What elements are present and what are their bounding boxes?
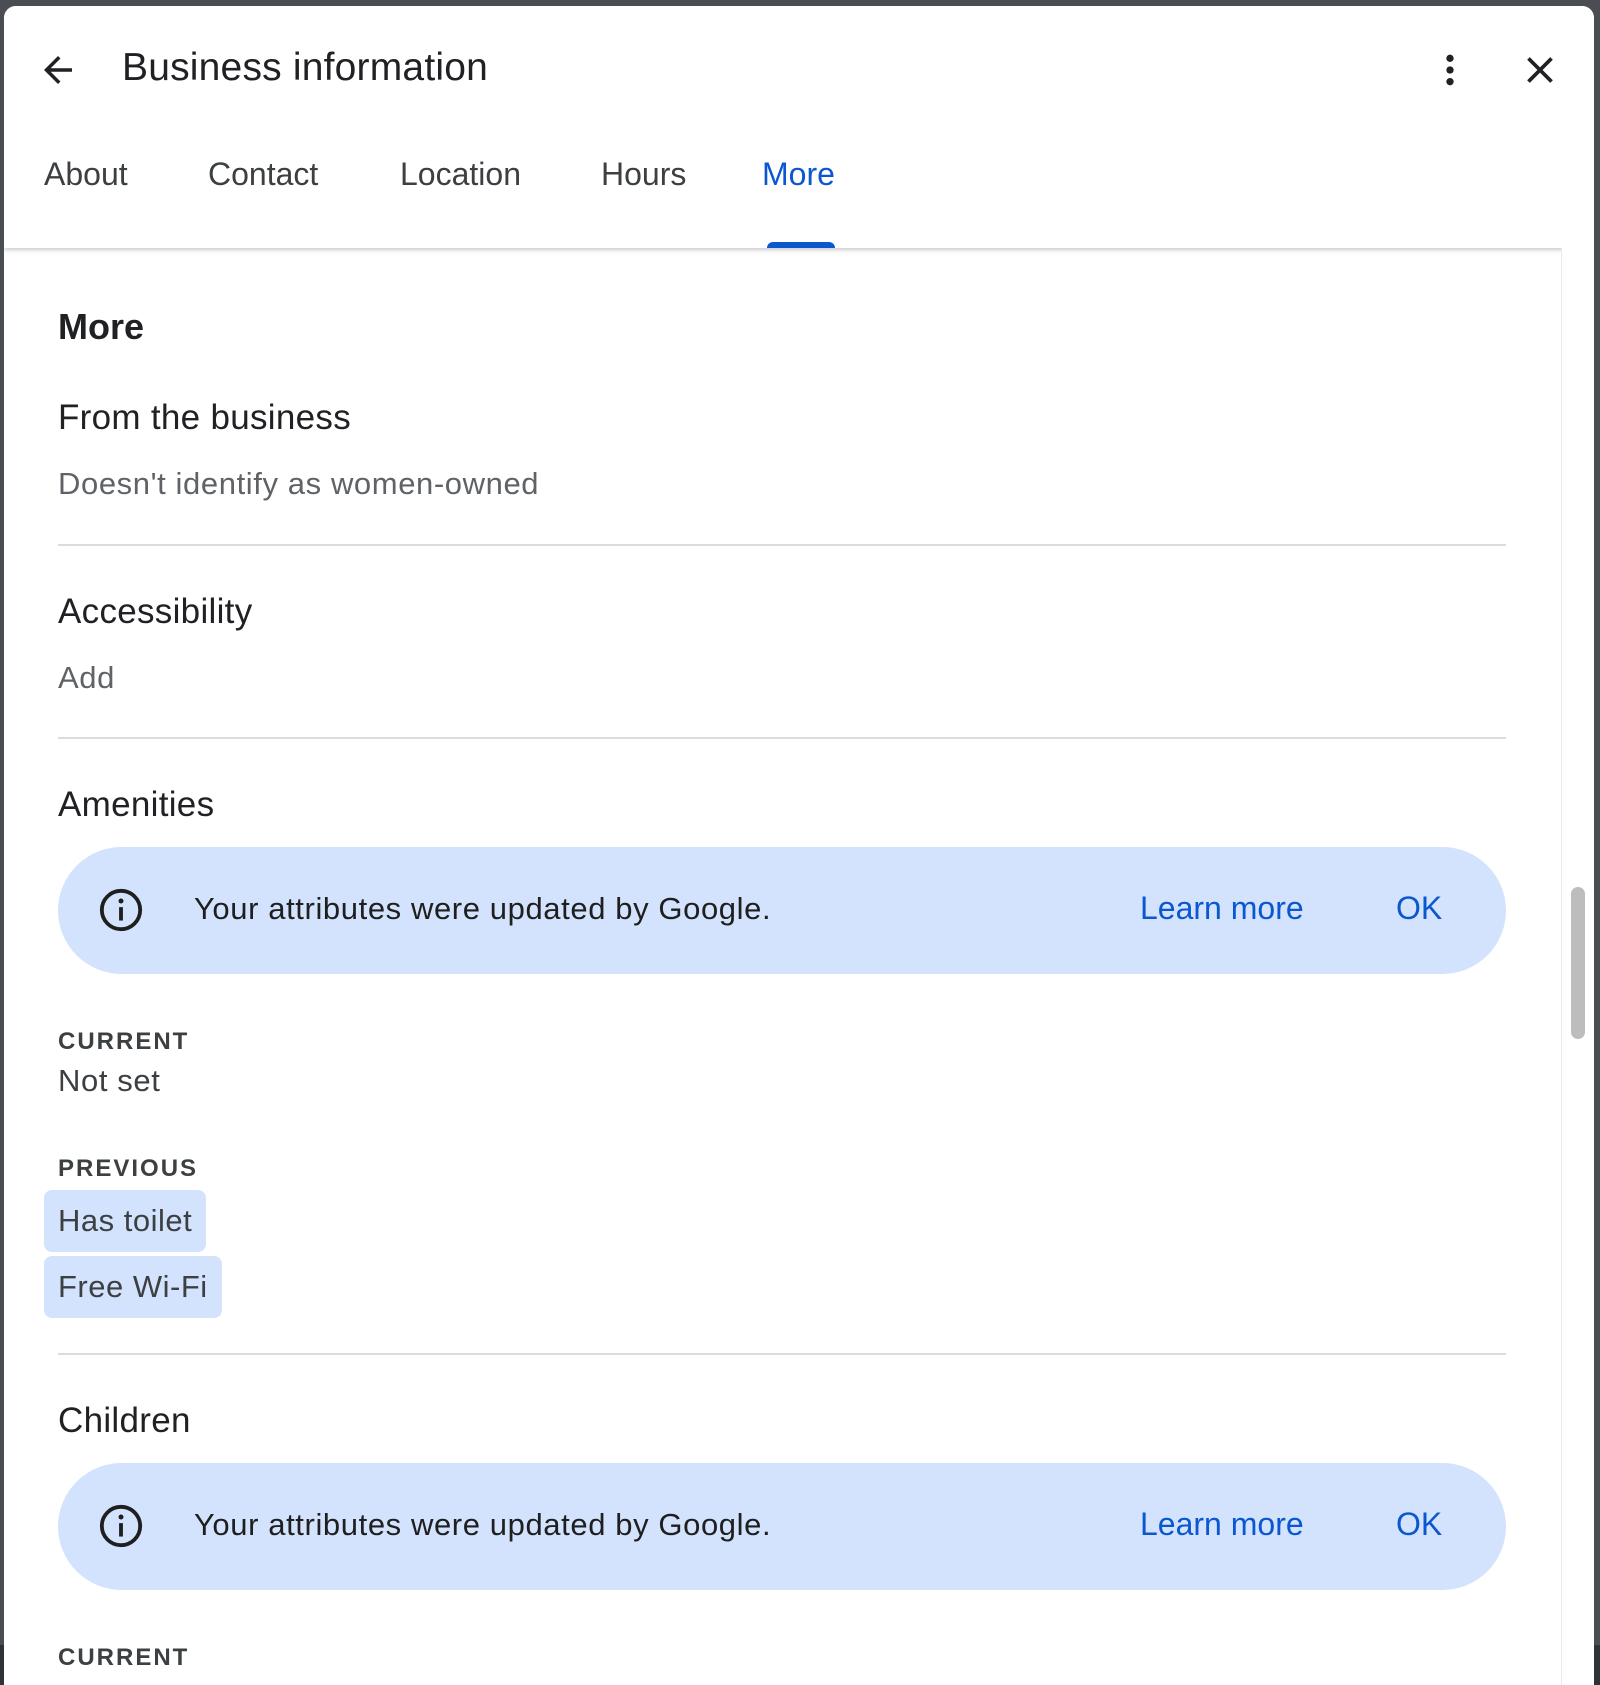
tab-about[interactable]: About xyxy=(44,156,128,192)
learn-more-link[interactable]: Learn more xyxy=(1140,1506,1304,1542)
scrollbar[interactable] xyxy=(1561,248,1594,1685)
amenities-title: Amenities xyxy=(58,785,215,824)
from-business-value[interactable]: Doesn't identify as women-owned xyxy=(58,466,540,501)
tab-more[interactable]: More xyxy=(762,156,835,192)
previous-label: PREVIOUS xyxy=(58,1155,199,1182)
children-update-banner xyxy=(58,1463,1506,1590)
dialog-content xyxy=(4,248,1594,1685)
learn-more-link[interactable]: Learn more xyxy=(1140,890,1304,926)
ok-button[interactable]: OK xyxy=(1396,890,1443,926)
arrow-back-icon xyxy=(37,49,79,91)
active-tab-indicator xyxy=(767,242,835,248)
divider xyxy=(58,737,1506,739)
accessibility-add-link[interactable]: Add xyxy=(58,660,115,695)
info-icon xyxy=(98,887,144,933)
close-button[interactable] xyxy=(1508,38,1572,102)
back-button[interactable] xyxy=(26,38,90,102)
more-vert-icon xyxy=(1430,50,1470,90)
tab-contact[interactable]: Contact xyxy=(208,156,319,192)
amenities-update-banner xyxy=(58,847,1506,974)
scrollbar-thumb[interactable] xyxy=(1571,887,1585,1039)
previous-attribute-chip: Free Wi-Fi xyxy=(44,1256,222,1318)
ok-button[interactable]: OK xyxy=(1396,1506,1443,1542)
divider xyxy=(58,1353,1506,1355)
business-information-dialog xyxy=(4,6,1594,1685)
current-label: CURRENT xyxy=(58,1028,190,1055)
from-business-title: From the business xyxy=(58,398,351,437)
current-label: CURRENT xyxy=(58,1644,190,1671)
info-icon xyxy=(98,1503,144,1549)
dialog-title: Business information xyxy=(122,46,489,89)
section-title: More xyxy=(58,306,145,347)
tab-hours[interactable]: Hours xyxy=(601,156,687,192)
close-icon xyxy=(1518,48,1562,92)
children-title: Children xyxy=(58,1401,191,1440)
divider xyxy=(58,544,1506,546)
dialog-header xyxy=(4,6,1594,248)
accessibility-title: Accessibility xyxy=(58,592,253,631)
current-value: Not set xyxy=(58,1063,161,1098)
tab-location[interactable]: Location xyxy=(400,156,521,192)
banner-message: Your attributes were updated by Google. xyxy=(194,1507,772,1542)
previous-attribute-chip: Has toilet xyxy=(44,1190,206,1252)
banner-message: Your attributes were updated by Google. xyxy=(194,891,772,926)
more-options-button[interactable] xyxy=(1418,38,1482,102)
